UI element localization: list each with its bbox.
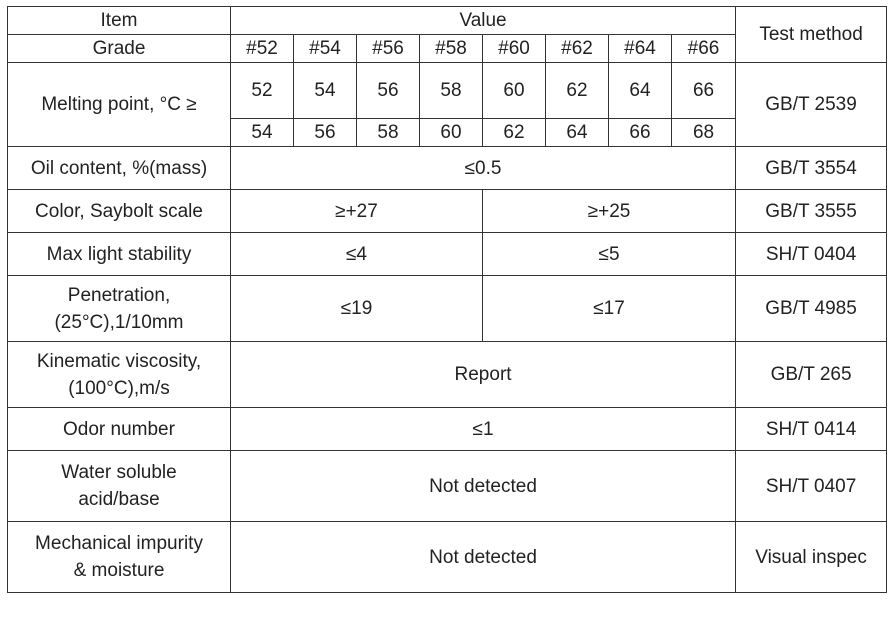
oil-content-label: Oil content, %(mass) [8,147,231,190]
color-method: GB/T 3555 [736,190,887,233]
melting-point-method: GB/T 2539 [736,63,887,147]
melting-low-cell: 58 [420,63,483,119]
grade-cell: #60 [483,35,546,63]
color-value-a: ≥+27 [231,190,483,233]
melting-high-cell: 54 [231,119,294,147]
viscosity-label-line1: Kinematic viscosity, [36,350,202,372]
color-value-b: ≥+25 [483,190,736,233]
melting-point-row [8,63,887,119]
water-soluble-label-line2: acid/base [78,489,160,510]
mechanical-label-line1: Mechanical impurity [35,533,203,554]
grade-cell: #58 [420,35,483,63]
mechanical-label [8,522,231,593]
odor-method: SH/T 0414 [736,408,887,451]
water-soluble-method: SH/T 0407 [736,451,887,522]
item-header: Item [8,7,231,35]
penetration-method: GB/T 4985 [736,276,887,342]
penetration-label-line1: Penetration, [67,284,171,306]
viscosity-label-line2: (100°C),m/s [68,377,170,399]
melting-high-cell: 68 [672,119,736,147]
grade-cell: #66 [672,35,736,63]
melting-high-cell: 66 [609,119,672,147]
mechanical-method: Visual inspec [736,522,887,593]
penetration-row [8,276,887,342]
value-header: Value [231,7,736,35]
grade-cell: #56 [357,35,420,63]
grade-cell: #52 [231,35,294,63]
viscosity-label [8,342,231,408]
viscosity-row [8,342,887,408]
grade-cell: #54 [294,35,357,63]
penetration-label-line2: (25°C),1/10mm [54,311,184,333]
melting-point-label: Melting point, °C ≥ [8,63,231,147]
viscosity-method: GB/T 265 [736,342,887,408]
test-method-header: Test method [736,7,887,63]
header-row [8,7,887,35]
melting-low-cell: 62 [546,63,609,119]
mechanical-label-line2: & moisture [73,560,165,581]
penetration-value-b: ≤17 [483,276,736,342]
viscosity-value: Report [231,342,736,408]
melting-low-cell: 66 [672,63,736,119]
oil-content-value: ≤0.5 [231,147,736,190]
light-stability-value-a: ≤4 [231,233,483,276]
melting-high-cell: 56 [294,119,357,147]
odor-value: ≤1 [231,408,736,451]
melting-high-cell: 60 [420,119,483,147]
melting-low-cell: 52 [231,63,294,119]
grade-cell: #64 [609,35,672,63]
melting-low-cell: 64 [609,63,672,119]
light-stability-value-b: ≤5 [483,233,736,276]
water-soluble-label [8,451,231,522]
penetration-value-a: ≤19 [231,276,483,342]
melting-high-cell: 64 [546,119,609,147]
grade-label: Grade [8,35,231,63]
light-stability-row [8,233,887,276]
melting-low-cell: 60 [483,63,546,119]
water-soluble-value: Not detected [231,451,736,522]
light-stability-label: Max light stability [8,233,231,276]
grade-cell: #62 [546,35,609,63]
paraffin-spec-table [7,6,887,593]
melting-low-cell: 56 [357,63,420,119]
oil-content-row [8,147,887,190]
mechanical-row [8,522,887,593]
mechanical-value: Not detected [231,522,736,593]
melting-high-cell: 58 [357,119,420,147]
penetration-label [8,276,231,342]
light-stability-method: SH/T 0404 [736,233,887,276]
melting-high-cell: 62 [483,119,546,147]
color-label: Color, Saybolt scale [8,190,231,233]
water-soluble-label-line1: Water soluble [61,462,177,483]
color-row [8,190,887,233]
melting-low-cell: 54 [294,63,357,119]
odor-row [8,408,887,451]
oil-content-method: GB/T 3554 [736,147,887,190]
odor-label: Odor number [8,408,231,451]
water-soluble-row [8,451,887,522]
